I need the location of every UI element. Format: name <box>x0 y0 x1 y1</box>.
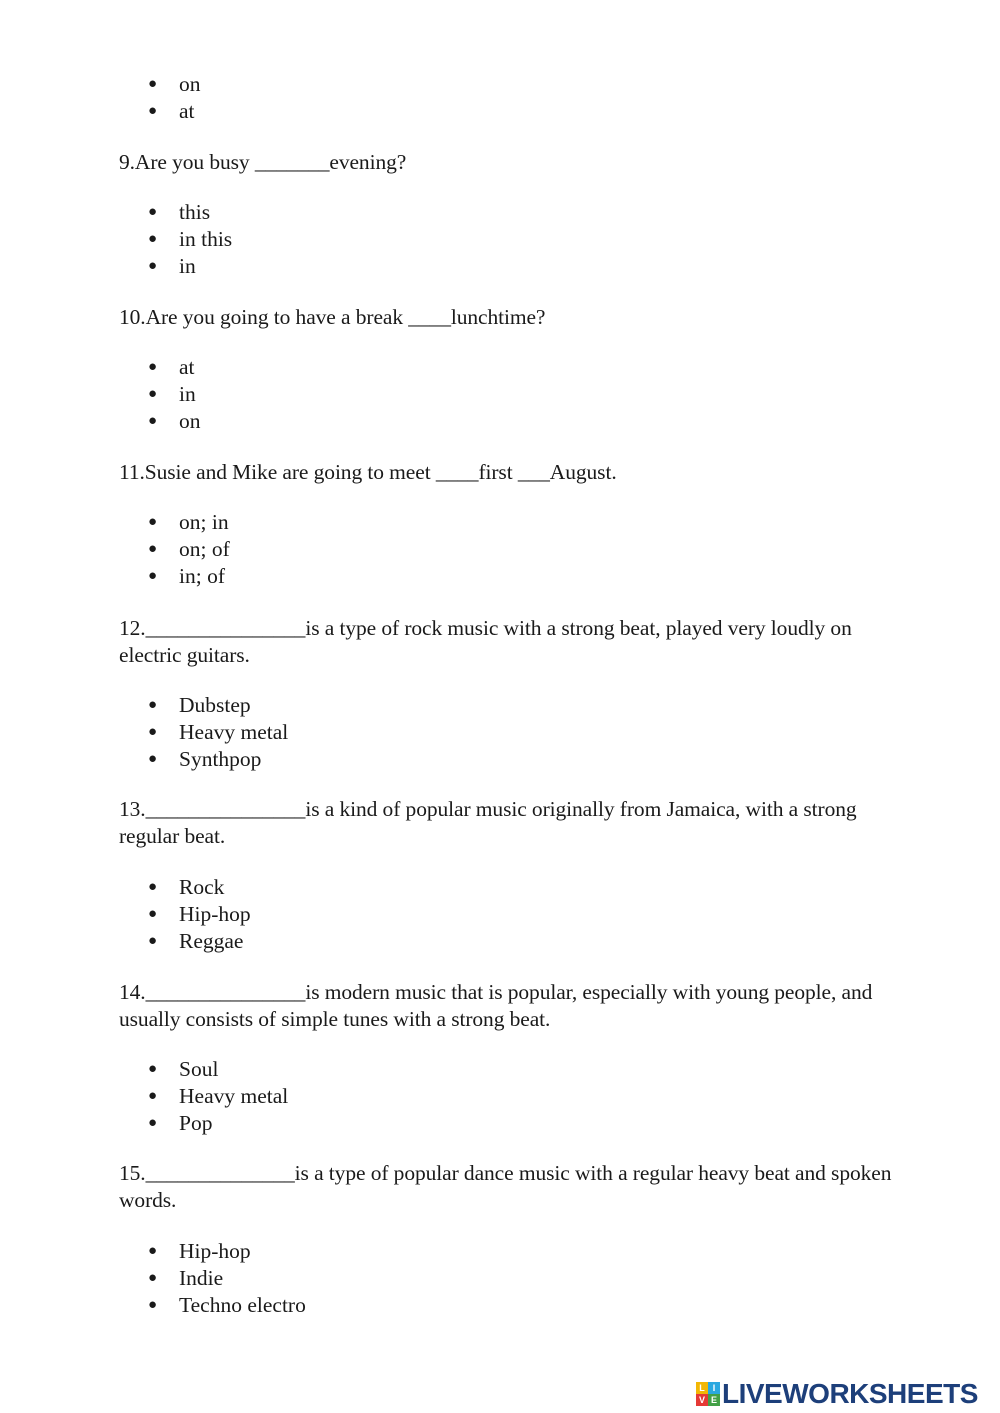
option-label: on <box>179 409 201 433</box>
bullet-icon: ● <box>148 76 158 92</box>
option-label: on; of <box>179 537 230 561</box>
option-label: Pop <box>179 1111 213 1135</box>
bullet-icon: ● <box>148 751 158 767</box>
liveworksheets-logo[interactable] <box>696 1378 978 1410</box>
option-label: at <box>179 355 195 379</box>
bullet-icon: ● <box>148 697 158 713</box>
question-text: 14._______________is modern music that is popular, especially with young people, and usually consists of simple tunes with a strong beat. <box>119 980 873 1031</box>
question-text: 11.Susie and Mike are going to meet ____first ___August. <box>119 460 617 484</box>
option-label: this <box>179 200 211 224</box>
bullet-icon: ● <box>148 568 158 584</box>
option-label: in; of <box>179 564 225 588</box>
bullet-icon: ● <box>148 724 158 740</box>
bullet-icon: ● <box>148 103 158 119</box>
bullet-icon: ● <box>148 1270 158 1286</box>
bullet-icon: ● <box>148 1061 158 1077</box>
bullet-icon: ● <box>148 204 158 220</box>
option-label: Rock <box>179 875 225 899</box>
question-text: 9.Are you busy _______evening? <box>119 150 407 174</box>
option-label: Soul <box>179 1057 219 1081</box>
bullet-icon: ● <box>148 933 158 949</box>
logo-letter: V <box>696 1394 708 1406</box>
option-label: Heavy metal <box>179 1084 289 1108</box>
logo-letter: I <box>708 1382 720 1394</box>
question-text: 12._______________is a type of rock music with a strong beat, played very loudly on electric guitars. <box>119 616 852 667</box>
bullet-icon: ● <box>148 906 158 922</box>
question-text: 15.______________is a type of popular dance music with a regular heavy beat and spoken words. <box>119 1161 892 1212</box>
option-label: in <box>179 254 196 278</box>
bullet-icon: ● <box>148 1297 158 1313</box>
liveworksheets-mark-icon <box>696 1382 720 1406</box>
bullet-icon: ● <box>148 231 158 247</box>
bullet-icon: ● <box>148 1088 158 1104</box>
option-label: on <box>179 72 201 96</box>
logo-letter: E <box>708 1394 720 1406</box>
option-label: Dubstep <box>179 693 251 717</box>
option-label: Heavy metal <box>179 720 289 744</box>
option-label: Hip-hop <box>179 902 251 926</box>
option-label: at <box>179 99 195 123</box>
bullet-icon: ● <box>148 413 158 429</box>
option-label: on; in <box>179 510 229 534</box>
logo-letter: L <box>696 1382 708 1394</box>
bullet-icon: ● <box>148 541 158 557</box>
option-label: Hip-hop <box>179 1239 251 1263</box>
bullet-icon: ● <box>148 1115 158 1131</box>
option-label: in this <box>179 227 233 251</box>
bullet-icon: ● <box>148 1243 158 1259</box>
option-label: in <box>179 382 196 406</box>
bullet-icon: ● <box>148 386 158 402</box>
question-text: 10.Are you going to have a break ____lunchtime? <box>119 305 546 329</box>
bullet-icon: ● <box>148 514 158 530</box>
bullet-icon: ● <box>148 879 158 895</box>
bullet-icon: ● <box>148 359 158 375</box>
option-label: Synthpop <box>179 747 262 771</box>
option-label: Indie <box>179 1266 224 1290</box>
option-label: Techno electro <box>179 1293 306 1317</box>
question-text: 13._______________is a kind of popular music originally from Jamaica, with a strong regular beat. <box>119 797 857 848</box>
bullet-icon: ● <box>148 258 158 274</box>
option-label: Reggae <box>179 929 244 953</box>
logo-text: LIVEWORKSHEETS <box>722 1378 978 1409</box>
